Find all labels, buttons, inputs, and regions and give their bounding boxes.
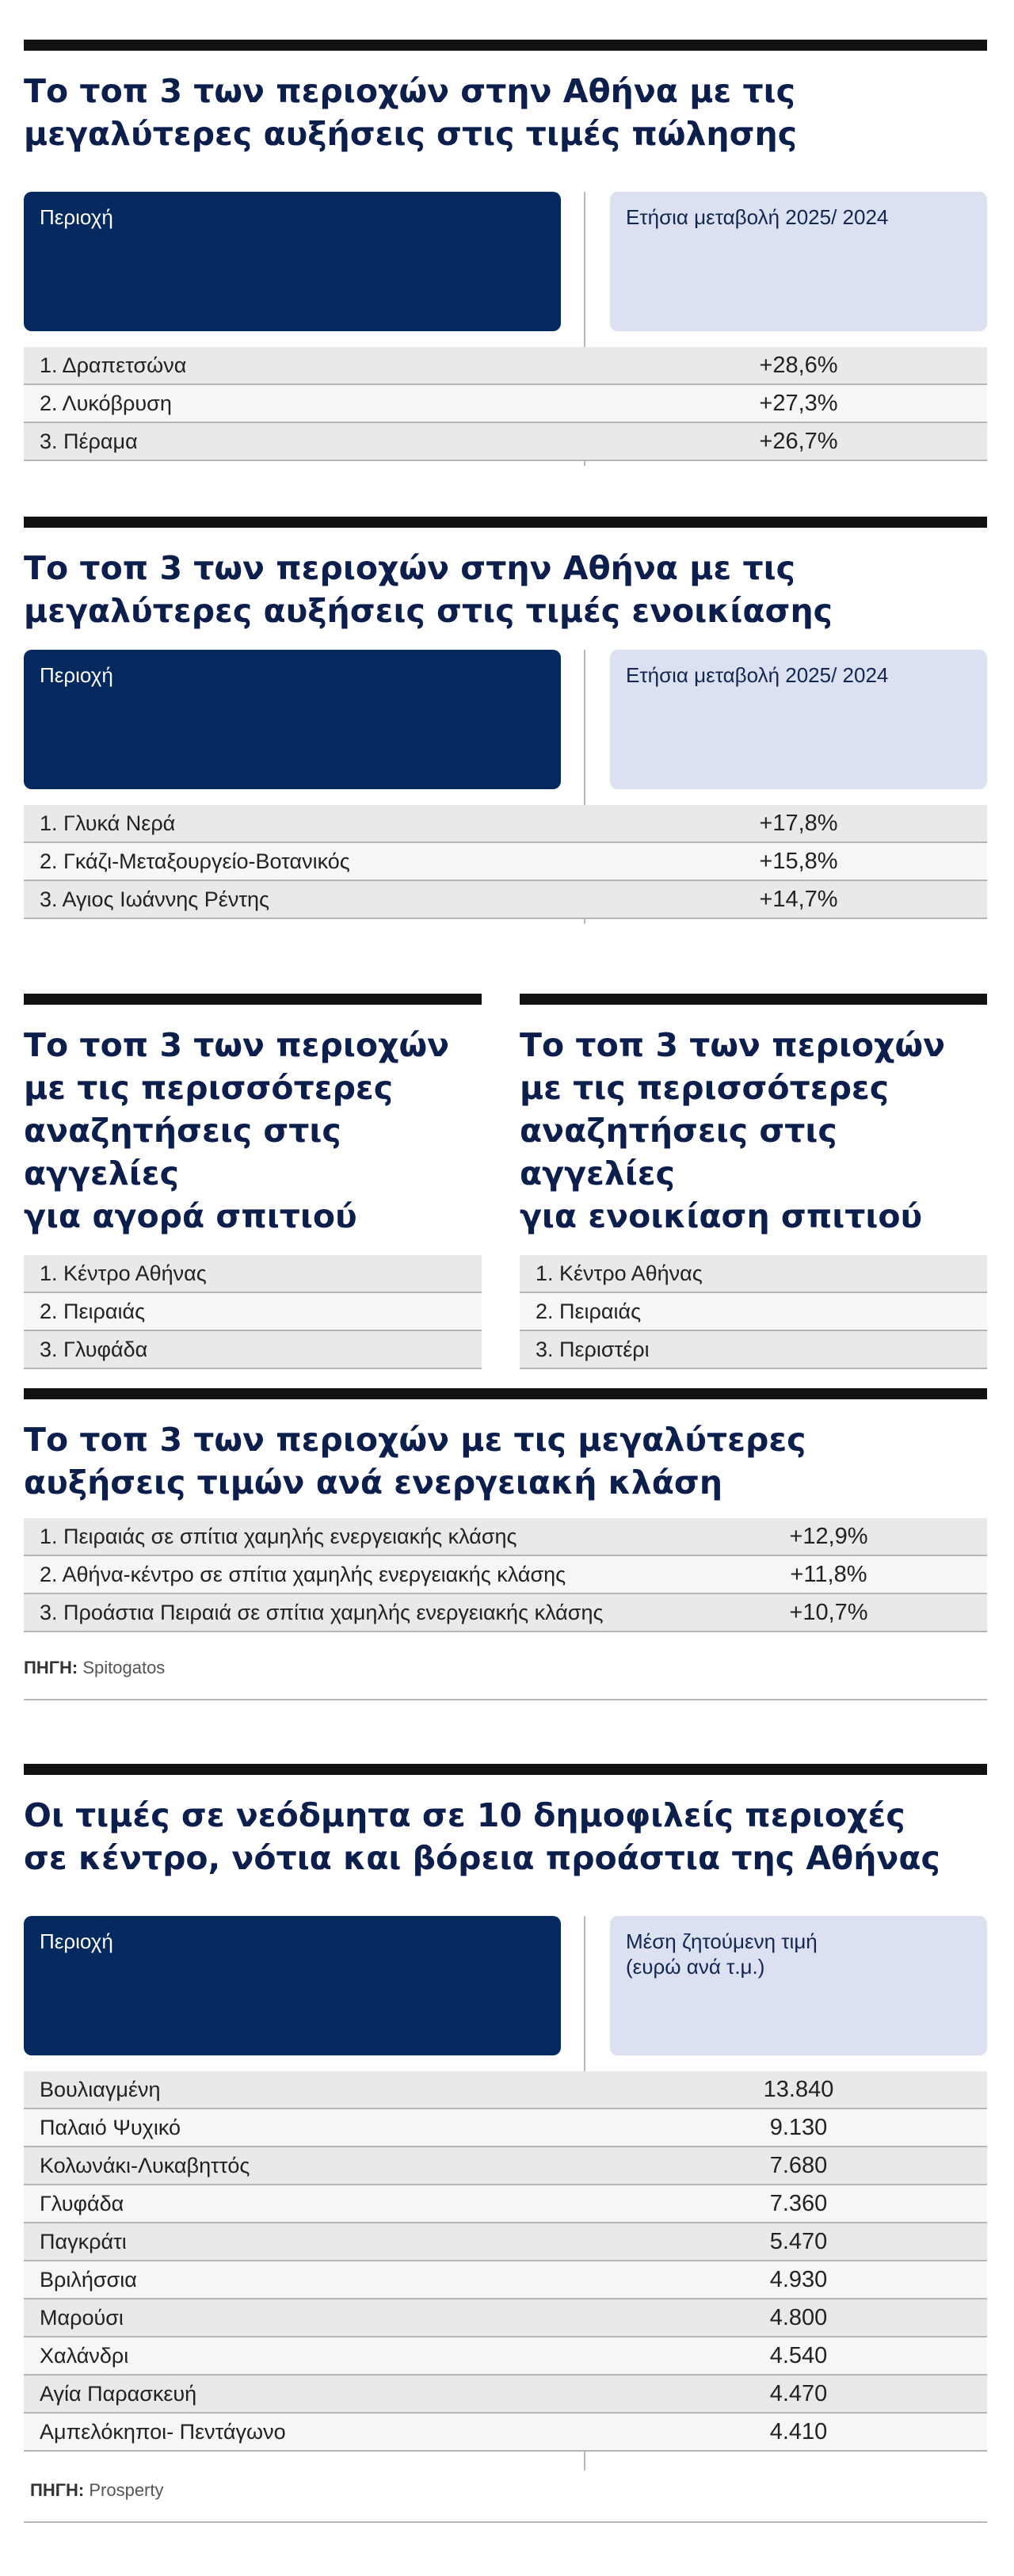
section-top-rule (24, 40, 987, 51)
title-line: μεγαλύτερες αυξήσεις στις τιμές πώλησης (24, 115, 798, 153)
title-line: Το τοπ 3 των περιοχών στην Αθήνα με τις (24, 72, 795, 110)
table-row: Γλυφάδα 7.360 (24, 2185, 987, 2223)
table-row: 1. Δραπετσώνα +28,6% (24, 347, 987, 385)
table-body (24, 1518, 987, 1632)
table-row: Βουλιαγμένη 13.840 (24, 2071, 987, 2109)
table-row: 3. Προάστια Πειραιά σε σπίτια χαμηλής ενεργειακής κλάσης +10,7% (24, 1594, 987, 1632)
table-row: 2. Αθήνα-κέντρο σε σπίτια χαμηλής ενεργειακής κλάσης +11,8% (24, 1556, 987, 1594)
table-row: 1. Γλυκά Νερά +17,8% (24, 805, 987, 843)
section-new-build-prices (24, 1764, 987, 2523)
section-rent-prices (24, 517, 987, 919)
title-line: αναζητήσεις στις αγγελίες (24, 1112, 341, 1193)
table-row: Κολωνάκι-Λυκαβηττός 7.680 (24, 2147, 987, 2185)
section-title (24, 1418, 987, 1504)
section-top-rule (24, 1388, 987, 1399)
table-body (24, 347, 987, 461)
list-item: 3. Περιστέρι (520, 1331, 987, 1369)
section-top-rule (24, 994, 482, 1005)
section-title (24, 70, 987, 155)
section-top-rule (24, 1764, 987, 1775)
table-row: Χαλάνδρι 4.540 (24, 2337, 987, 2376)
title-line: Το τοπ 3 των περιοχών στην Αθήνα με τις (24, 549, 795, 587)
title-line: με τις περισσότερες (24, 1069, 394, 1107)
section-title (24, 1794, 987, 1880)
section-energy-class (24, 1388, 987, 1700)
title-line: αυξήσεις τιμών ανά ενεργειακή κλάση (24, 1464, 723, 1502)
section-top-rule (24, 517, 987, 528)
title-line: Το τοπ 3 των περιοχών (520, 1026, 946, 1064)
section-top-rule (520, 994, 987, 1005)
table-row: Αμπελόκηποι- Πεντάγωνο 4.410 (24, 2414, 987, 2452)
title-line: αναζητήσεις στις αγγελίες (520, 1112, 837, 1193)
list (24, 1255, 482, 1369)
title-line: για αγορά σπιτιού (24, 1197, 357, 1235)
table-header (24, 192, 987, 331)
table-row: Παλαιό Ψυχικό 9.130 (24, 2109, 987, 2147)
title-line: για ενοικίαση σπιτιού (520, 1197, 923, 1235)
source-note: ΠΗΓΗ: Prosperty (30, 2480, 164, 2500)
title-line: μεγαλύτερες αυξήσεις στις τιμές ενοικίασης (24, 592, 833, 630)
table-header (24, 1916, 987, 2055)
title-line: Οι τιμές σε νεόδμητα σε 10 δημοφιλείς περιοχές (24, 1796, 905, 1834)
table-row: 3. Πέραμα +26,7% (24, 423, 987, 461)
table-header (24, 650, 987, 789)
table-row: 2. Λυκόβρυση +27,3% (24, 385, 987, 423)
table-row: 1. Πειραιάς σε σπίτια χαμηλής ενεργειακής κλάσης +12,9% (24, 1518, 987, 1556)
title-line: Το τοπ 3 των περιοχών με τις μεγαλύτερες (24, 1421, 806, 1459)
table-row: 3. Αγιος Ιωάννης Ρέντης +14,7% (24, 881, 987, 919)
section-bottom-rule (24, 2521, 987, 2523)
table-row: Αγία Παρασκευή 4.470 (24, 2376, 987, 2414)
section-bottom-rule (24, 1699, 987, 1700)
list-item: 1. Κέντρο Αθήνας (24, 1255, 482, 1293)
table-row: 2. Γκάζι-Μεταξουργείο-Βοτανικός +15,8% (24, 843, 987, 881)
table-body (24, 2071, 987, 2452)
change-column-header: Ετήσια μεταβολή 2025/ 2024 (610, 650, 987, 789)
price-column-header: Μέση ζητούμενη τιμή (ευρώ ανά τ.μ.) (610, 1916, 987, 2055)
list-item: 3. Γλυφάδα (24, 1331, 482, 1369)
table-row: Βριλήσσια 4.930 (24, 2261, 987, 2299)
section-title (24, 547, 987, 632)
list-item: 1. Κέντρο Αθήνας (520, 1255, 987, 1293)
area-column-header: Περιοχή (24, 650, 561, 789)
table-row: Μαρούσι 4.800 (24, 2299, 987, 2337)
source-note: ΠΗΓΗ: Spitogatos (24, 1658, 166, 1677)
table-row: Παγκράτι 5.470 (24, 2223, 987, 2261)
list-item: 2. Πειραιάς (520, 1293, 987, 1331)
list-item: 2. Πειραιάς (24, 1293, 482, 1331)
area-column-header: Περιοχή (24, 1916, 561, 2055)
section-sale-prices (24, 40, 987, 461)
title-line: με τις περισσότερες (520, 1069, 890, 1107)
section-searches-buy (24, 994, 482, 1369)
title-line: σε κέντρο, νότια και βόρεια προάστια της Αθήνας (24, 1839, 940, 1877)
change-column-header: Ετήσια μεταβολή 2025/ 2024 (610, 192, 987, 331)
title-line: Το τοπ 3 των περιοχών (24, 1026, 450, 1064)
area-column-header: Περιοχή (24, 192, 561, 331)
section-searches-rent (520, 994, 987, 1369)
section-title (520, 1024, 987, 1238)
table-body (24, 805, 987, 919)
section-title (24, 1024, 482, 1238)
list (520, 1255, 987, 1369)
